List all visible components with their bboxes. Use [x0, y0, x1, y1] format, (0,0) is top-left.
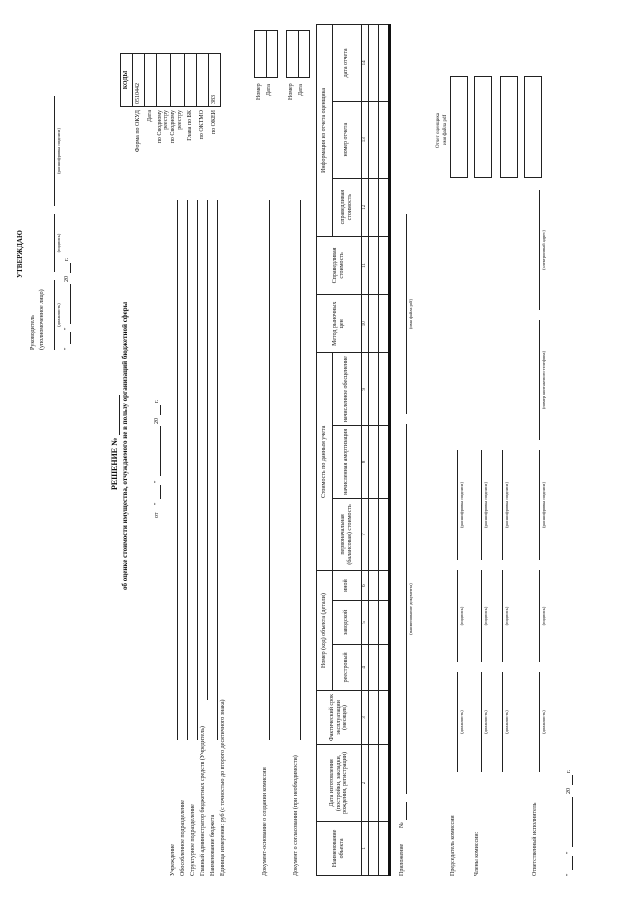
approval-decoding-caption: (расшифровка подписи)	[56, 128, 61, 174]
field-separate-unit-line[interactable]	[187, 200, 188, 740]
executor-phone-caption: (номер контактного телефона)	[541, 350, 546, 410]
col-number: 7	[362, 498, 369, 571]
decision-title: РЕШЕНИЕ №	[110, 437, 119, 490]
member2-signature-line[interactable]	[502, 570, 503, 662]
codes-row-value[interactable]: 383	[208, 54, 220, 107]
codes-table	[120, 53, 221, 160]
col-header-obesc: начисленное обесценение	[332, 353, 361, 426]
col-number: 2	[362, 745, 369, 822]
codes-row-value[interactable]: 0510442	[133, 54, 145, 107]
bottom-date-month-line[interactable]	[572, 797, 573, 847]
bottom-date-quote-open: "	[566, 873, 572, 876]
col-number: 8	[362, 426, 369, 499]
chair-signature-line[interactable]	[457, 570, 458, 662]
approval-date-g: г.	[64, 257, 70, 261]
rotated-form	[10, 10, 630, 890]
appendix-no: №	[399, 822, 405, 828]
approval-date-quote-close: "	[64, 327, 70, 330]
approval-head-sub: (уполномоченное лицо)	[39, 289, 45, 350]
chair-decoding-caption: (расшифровка подписи)	[459, 482, 464, 528]
field-gabs-label: Главный администратор бюджетных средств (Учредитель)	[200, 726, 206, 876]
bottom-date-year-line[interactable]	[572, 775, 573, 785]
approval-date-year-line[interactable]	[70, 263, 71, 273]
approval-date-month-line[interactable]	[70, 284, 71, 324]
executor-decoding-line[interactable]	[539, 450, 540, 560]
col-number: 5	[362, 600, 369, 644]
field-separate-unit-label: Обособленное подразделение	[180, 800, 186, 876]
approval-title: УТВЕРЖДАЮ	[16, 230, 24, 278]
column-number-row	[362, 25, 369, 876]
appendix-label: Приложение	[399, 843, 405, 876]
codes-row	[133, 54, 145, 161]
appendix-doc-line[interactable]	[406, 424, 407, 794]
executor-phone-line[interactable]	[539, 320, 540, 440]
executor-position-line[interactable]	[539, 672, 540, 772]
member2-decoding-caption: (расшифровка подписи)	[504, 482, 509, 528]
field-budget-label: Наименование бюджета	[210, 814, 216, 876]
col-header-method: Метод рыночных цен	[317, 295, 362, 353]
member1-decoding-line[interactable]	[481, 450, 482, 560]
doc-approval-label: Документ о согласовании (при необходимости)	[293, 755, 299, 876]
doc-basis-label: Документ-основание о создании комиссии	[262, 767, 268, 876]
member1-decoding-caption: (расшифровка подписи)	[483, 482, 488, 528]
member1-position-line[interactable]	[481, 672, 482, 772]
decision-subtitle: об оценке стоимости имущества, отчуждаемого не в пользу организаций бюджетной сферы	[121, 301, 129, 590]
approval-decoding-line[interactable]	[54, 96, 55, 206]
decision-date-ot: от	[154, 512, 160, 518]
col-header-number-group: Номер (код) объекта (детали)	[317, 571, 333, 691]
approval-signature-caption: (подпись)	[56, 233, 61, 253]
decision-date-quote-close: "	[154, 480, 160, 483]
approval-position-line[interactable]	[54, 280, 55, 350]
col-number: 1	[362, 821, 369, 875]
col-number: 10	[362, 295, 369, 353]
member1-signature-line[interactable]	[481, 570, 482, 662]
member1-position-caption: (должность)	[483, 710, 488, 734]
codes-row	[184, 54, 196, 161]
report-file-box[interactable]	[524, 76, 542, 178]
approval-head: Руководитель	[30, 315, 36, 350]
col-header-reestr: реестровый	[332, 644, 361, 690]
codes-row	[208, 54, 220, 161]
col-number: 3	[362, 690, 369, 744]
codes-row-label: Дата	[147, 110, 154, 122]
approval-date-day-line[interactable]	[70, 332, 71, 344]
table-row	[369, 25, 379, 876]
doc-approval-number-label: Номер	[288, 83, 294, 100]
col-number: 12	[362, 178, 369, 236]
doc-basis-box[interactable]	[254, 30, 278, 78]
report-file-box[interactable]	[474, 76, 492, 178]
field-structural-unit-line[interactable]	[197, 200, 198, 740]
col-header-fair: Справедливая стоимость	[317, 236, 362, 294]
chair-position-caption: (должность)	[459, 710, 464, 734]
col-header-fair2: справедливая стоимость	[332, 178, 361, 236]
codes-row-label: по Сводному реестру	[156, 110, 170, 144]
codes-row-value[interactable]	[170, 54, 184, 107]
field-institution-line[interactable]	[177, 200, 178, 740]
member2-position-line[interactable]	[502, 672, 503, 772]
member2-position-caption: (должность)	[504, 710, 509, 734]
approval-position-caption: (должность)	[56, 303, 61, 327]
col-number: 11	[362, 236, 369, 294]
bottom-date-g: г.	[566, 769, 572, 773]
executor-label: Ответственный исполнитель	[532, 802, 538, 876]
assets-table	[316, 24, 391, 876]
col-number: 4	[362, 644, 369, 690]
col-header-name: Наименование объекта	[317, 821, 362, 875]
col-header-date-made: Дата изготовления (постройки, закладки, рождения, регистрации)	[317, 745, 362, 822]
report-file-box[interactable]	[450, 76, 468, 178]
appendix-doc-caption: (наименование документа)	[408, 583, 413, 635]
codes-row	[145, 54, 157, 161]
field-gabs-line[interactable]	[207, 200, 208, 700]
col-header-inoy: иной	[332, 571, 361, 601]
decision-date-day-line[interactable]	[160, 485, 161, 499]
decision-date-quote-open: "	[154, 502, 160, 505]
bottom-date-year: 20	[566, 788, 572, 794]
appendix-file-line[interactable]	[406, 214, 407, 414]
commission-chair-label: Председатель комиссии	[450, 815, 456, 876]
member2-signature-caption: (подпись)	[504, 606, 509, 626]
appendix-number-line[interactable]	[406, 802, 407, 820]
field-budget-line[interactable]	[217, 200, 218, 740]
codes-row-label: по Сводному реестру	[170, 110, 184, 144]
codes-row	[170, 54, 184, 161]
table-row	[379, 25, 390, 876]
decision-date-year-line[interactable]	[160, 405, 161, 415]
chair-decoding-line[interactable]	[457, 450, 458, 560]
codes-row	[196, 54, 208, 161]
executor-signature-caption: (подпись)	[541, 606, 546, 626]
executor-email-caption: (электронный адрес)	[541, 230, 546, 270]
chair-position-line[interactable]	[457, 672, 458, 772]
bottom-date-day-line[interactable]	[572, 856, 573, 870]
chair-signature-caption: (подпись)	[459, 606, 464, 626]
decision-date-month-line[interactable]	[160, 426, 161, 476]
col-header-init-cost: первоначальная (балансовая) стоимость	[332, 498, 361, 571]
report-file-title: Отчет оценщика	[436, 112, 441, 148]
codes-row-value[interactable]	[196, 54, 208, 107]
field-structural-unit-label: Структурное подразделение	[190, 804, 196, 876]
codes-row-value[interactable]	[157, 54, 171, 107]
codes-header: КОДЫ	[121, 54, 133, 107]
doc-approval-line[interactable]	[300, 200, 301, 740]
bottom-date-quote-close: "	[566, 851, 572, 854]
doc-basis-date-label: Дата	[266, 84, 272, 96]
codes-row	[157, 54, 171, 161]
col-number: 6	[362, 571, 369, 601]
executor-signature-line[interactable]	[539, 570, 540, 662]
report-file-box[interactable]	[500, 76, 518, 178]
codes-row-value[interactable]	[184, 54, 196, 107]
codes-row-label: Глава по БК	[186, 110, 193, 141]
doc-basis-line[interactable]	[269, 200, 270, 740]
col-number: 9	[362, 353, 369, 426]
executor-email-line[interactable]	[539, 190, 540, 310]
codes-row-label: по ОКЕИ	[210, 110, 217, 135]
decision-date-year: 20	[154, 418, 160, 424]
col-header-rep-date: дата отчета	[332, 25, 361, 102]
decision-number-line[interactable]	[119, 395, 120, 435]
executor-position-caption: (должность)	[541, 710, 546, 734]
col-header-cost-group: Стоимость по данным учета	[317, 353, 333, 571]
codes-row-label: по ОКТМО	[198, 110, 205, 140]
report-file-subtitle: имя файла pdf	[443, 114, 448, 145]
col-number: 14	[362, 25, 369, 102]
col-header-zavod: заводской	[332, 600, 361, 644]
col-header-rep-num: номер отчета	[332, 101, 361, 178]
commission-members-label: Члены комиссии:	[474, 831, 480, 876]
field-unit-label: Единица измерения: руб (с точностью до второго десятичного знака)	[220, 699, 226, 876]
approval-date-quote-open: "	[64, 347, 70, 350]
col-header-fact-term: Фактический срок эксплуатации (месяцев)	[317, 690, 362, 744]
appendix-file-caption: (имя файла pdf)	[408, 298, 413, 330]
col-header-amort: начисленная амортизация	[332, 426, 361, 499]
col-number: 13	[362, 101, 369, 178]
doc-approval-date-label: Дата	[298, 84, 304, 96]
codes-row-value[interactable]	[145, 54, 157, 107]
doc-approval-box[interactable]	[286, 30, 310, 78]
decision-date-g: г.	[154, 399, 160, 403]
approval-signature-line[interactable]	[54, 214, 55, 272]
doc-basis-number-label: Номер	[256, 83, 262, 100]
col-header-report-group: Информация из отчета оценщика	[317, 25, 333, 237]
member2-decoding-line[interactable]	[502, 450, 503, 560]
field-institution-label: Учреждение	[170, 844, 176, 876]
codes-row-label: Форма по ОКУД	[135, 110, 142, 153]
executor-decoding-caption: (расшифровка подписи)	[541, 482, 546, 528]
approval-date-year: 20	[64, 276, 70, 282]
member1-signature-caption: (подпись)	[483, 606, 488, 626]
